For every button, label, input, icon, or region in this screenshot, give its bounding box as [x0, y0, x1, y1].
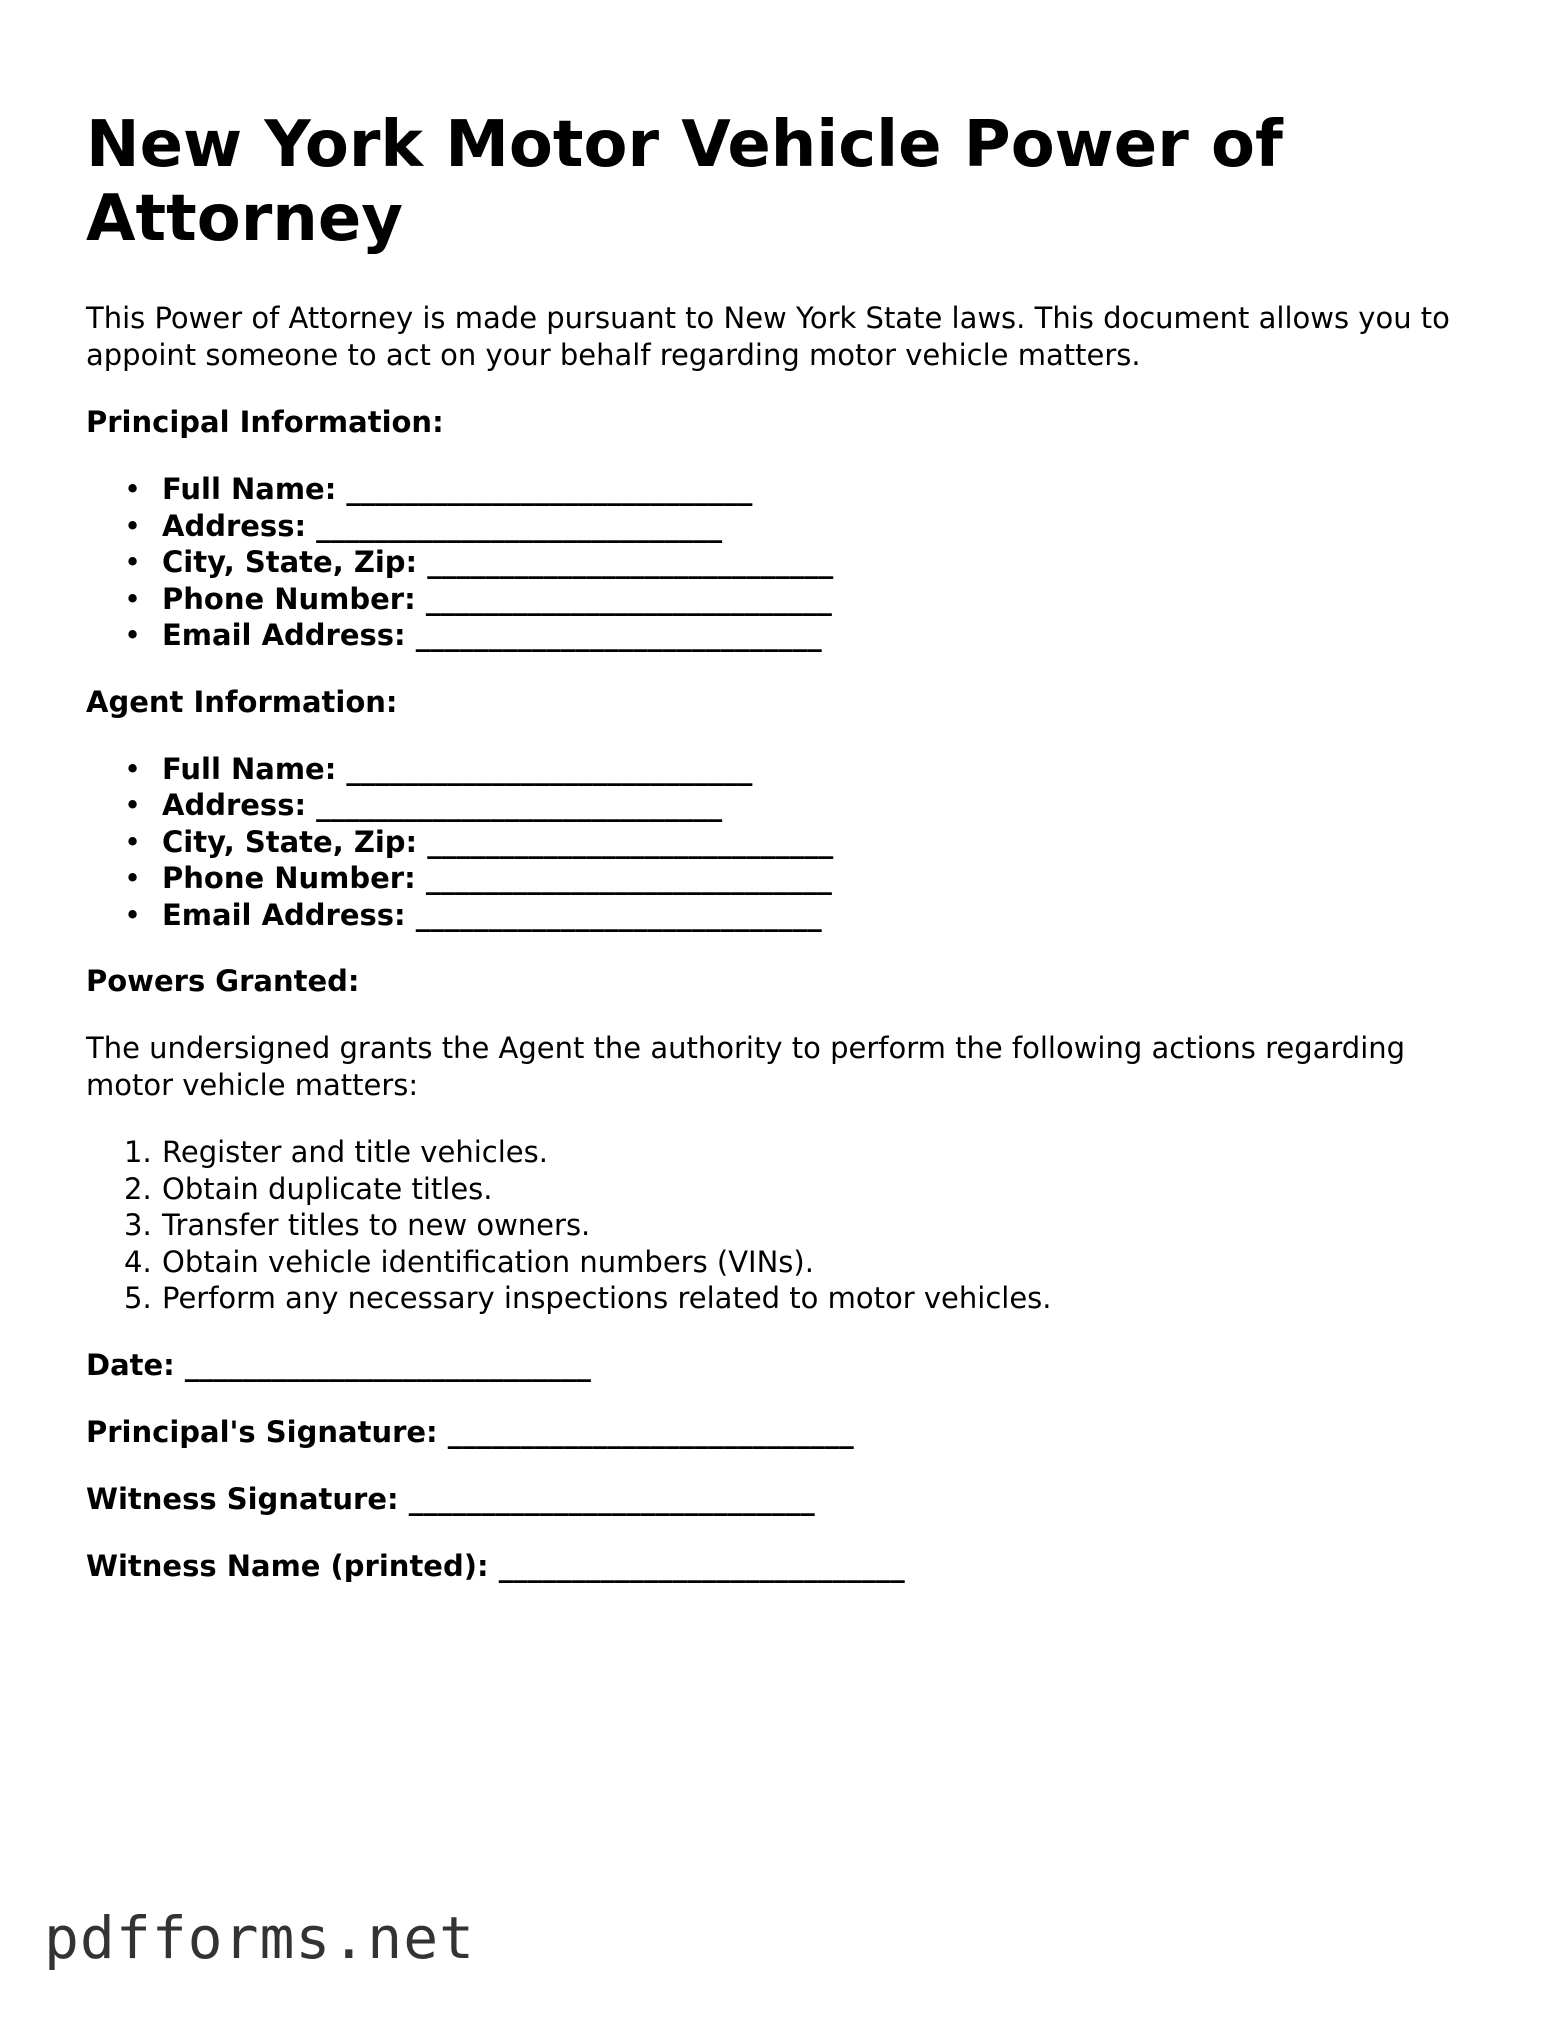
field-label: Witness Signature:	[86, 1481, 399, 1516]
power-item	[124, 1171, 1486, 1208]
blank-line[interactable]: ____________________________	[316, 788, 723, 822]
intro-paragraph: This Power of Attorney is made pursuant to New York State laws. This document allows you to appoint someone to act on your behalf regarding motor vehicle matters.	[86, 301, 1450, 372]
power-item-text: Obtain vehicle identification numbers (VINs).	[162, 1244, 814, 1279]
list-number: 3.	[124, 1208, 152, 1242]
bullet-icon: •	[124, 751, 142, 786]
agent-email-field[interactable]	[124, 897, 1486, 934]
list-number: 4.	[124, 1244, 152, 1279]
document-title: New York Motor Vehicle Power of Attorney	[86, 108, 1283, 256]
blank-line[interactable]: ____________________________	[346, 472, 753, 506]
field-label: Full Name:	[162, 472, 337, 506]
date-field[interactable]	[86, 1347, 1486, 1384]
blank-line[interactable]: ____________________________	[427, 545, 834, 579]
principal-address-field[interactable]	[124, 508, 1486, 545]
power-item-text: Register and title vehicles.	[162, 1135, 548, 1169]
power-item-text: Obtain duplicate titles.	[162, 1171, 493, 1206]
bullet-icon: •	[124, 788, 142, 822]
bullet-icon: •	[124, 861, 142, 895]
blank-line[interactable]: ____________________________	[425, 581, 832, 616]
blank-line[interactable]: ____________________________	[447, 1414, 854, 1449]
blank-line[interactable]: ____________________________	[415, 618, 822, 652]
list-number: 1.	[124, 1135, 152, 1169]
powers-list	[86, 1134, 1486, 1317]
bullet-icon: •	[124, 545, 142, 579]
agent-address-field[interactable]	[124, 787, 1486, 824]
powers-paragraph: The undersigned grants the Agent the authority to perform the following actions regarding motor vehicle matters:	[86, 1031, 1406, 1102]
blank-line[interactable]: ____________________________	[346, 751, 753, 786]
power-item	[124, 1280, 1486, 1317]
blank-line[interactable]: ____________________________	[427, 824, 834, 859]
bullet-icon: •	[124, 618, 142, 652]
blank-line[interactable]: ____________________________	[425, 861, 832, 895]
blank-line[interactable]: ____________________________	[316, 508, 723, 543]
field-label: Phone Number:	[162, 861, 416, 895]
field-label: Full Name:	[162, 751, 337, 786]
witness-name-field[interactable]	[86, 1548, 1486, 1585]
field-label: Email Address:	[162, 618, 406, 652]
field-label: Address:	[162, 788, 307, 822]
principal-phone-field[interactable]	[124, 581, 1486, 618]
blank-line[interactable]: ____________________________	[415, 897, 822, 932]
principal-email-field[interactable]	[124, 617, 1486, 654]
principal-fields	[86, 471, 1486, 654]
principal-city-state-zip-field[interactable]	[124, 544, 1486, 581]
power-item	[124, 1244, 1486, 1281]
agent-fields	[86, 751, 1486, 934]
bullet-icon: •	[124, 472, 142, 506]
agent-phone-field[interactable]	[124, 860, 1486, 897]
bullet-icon: •	[124, 508, 142, 543]
field-label: Principal's Signature:	[86, 1414, 438, 1449]
field-label: Witness Name (printed):	[86, 1548, 489, 1583]
list-number: 2.	[124, 1171, 152, 1206]
power-item-text: Transfer titles to new owners.	[162, 1208, 591, 1242]
blank-line[interactable]: ____________________________	[184, 1347, 591, 1382]
agent-heading: Agent Information:	[86, 684, 398, 719]
bullet-icon: •	[124, 581, 142, 616]
document-page	[86, 108, 1486, 1615]
power-item	[124, 1134, 1486, 1171]
witness-signature-field[interactable]	[86, 1481, 1486, 1518]
watermark-text: pdfforms.net	[44, 1904, 476, 1972]
powers-heading: Powers Granted:	[86, 964, 360, 998]
field-label: City, State, Zip:	[162, 824, 418, 859]
field-label: Address:	[162, 508, 307, 543]
field-label: City, State, Zip:	[162, 545, 418, 579]
field-label: Phone Number:	[162, 581, 416, 616]
principal-signature-field[interactable]	[86, 1414, 1486, 1451]
agent-city-state-zip-field[interactable]	[124, 824, 1486, 861]
power-item-text: Perform any necessary inspections related to motor vehicles.	[162, 1281, 1052, 1315]
list-number: 5.	[124, 1281, 152, 1315]
blank-line[interactable]: ____________________________	[498, 1548, 905, 1583]
principal-full-name-field[interactable]	[124, 471, 1486, 508]
power-item	[124, 1207, 1486, 1244]
field-label: Email Address:	[162, 897, 406, 932]
blank-line[interactable]: ____________________________	[408, 1481, 815, 1516]
bullet-icon: •	[124, 897, 142, 932]
bullet-icon: •	[124, 824, 142, 859]
agent-full-name-field[interactable]	[124, 751, 1486, 788]
principal-heading: Principal Information:	[86, 405, 444, 439]
field-label: Date:	[86, 1347, 175, 1382]
